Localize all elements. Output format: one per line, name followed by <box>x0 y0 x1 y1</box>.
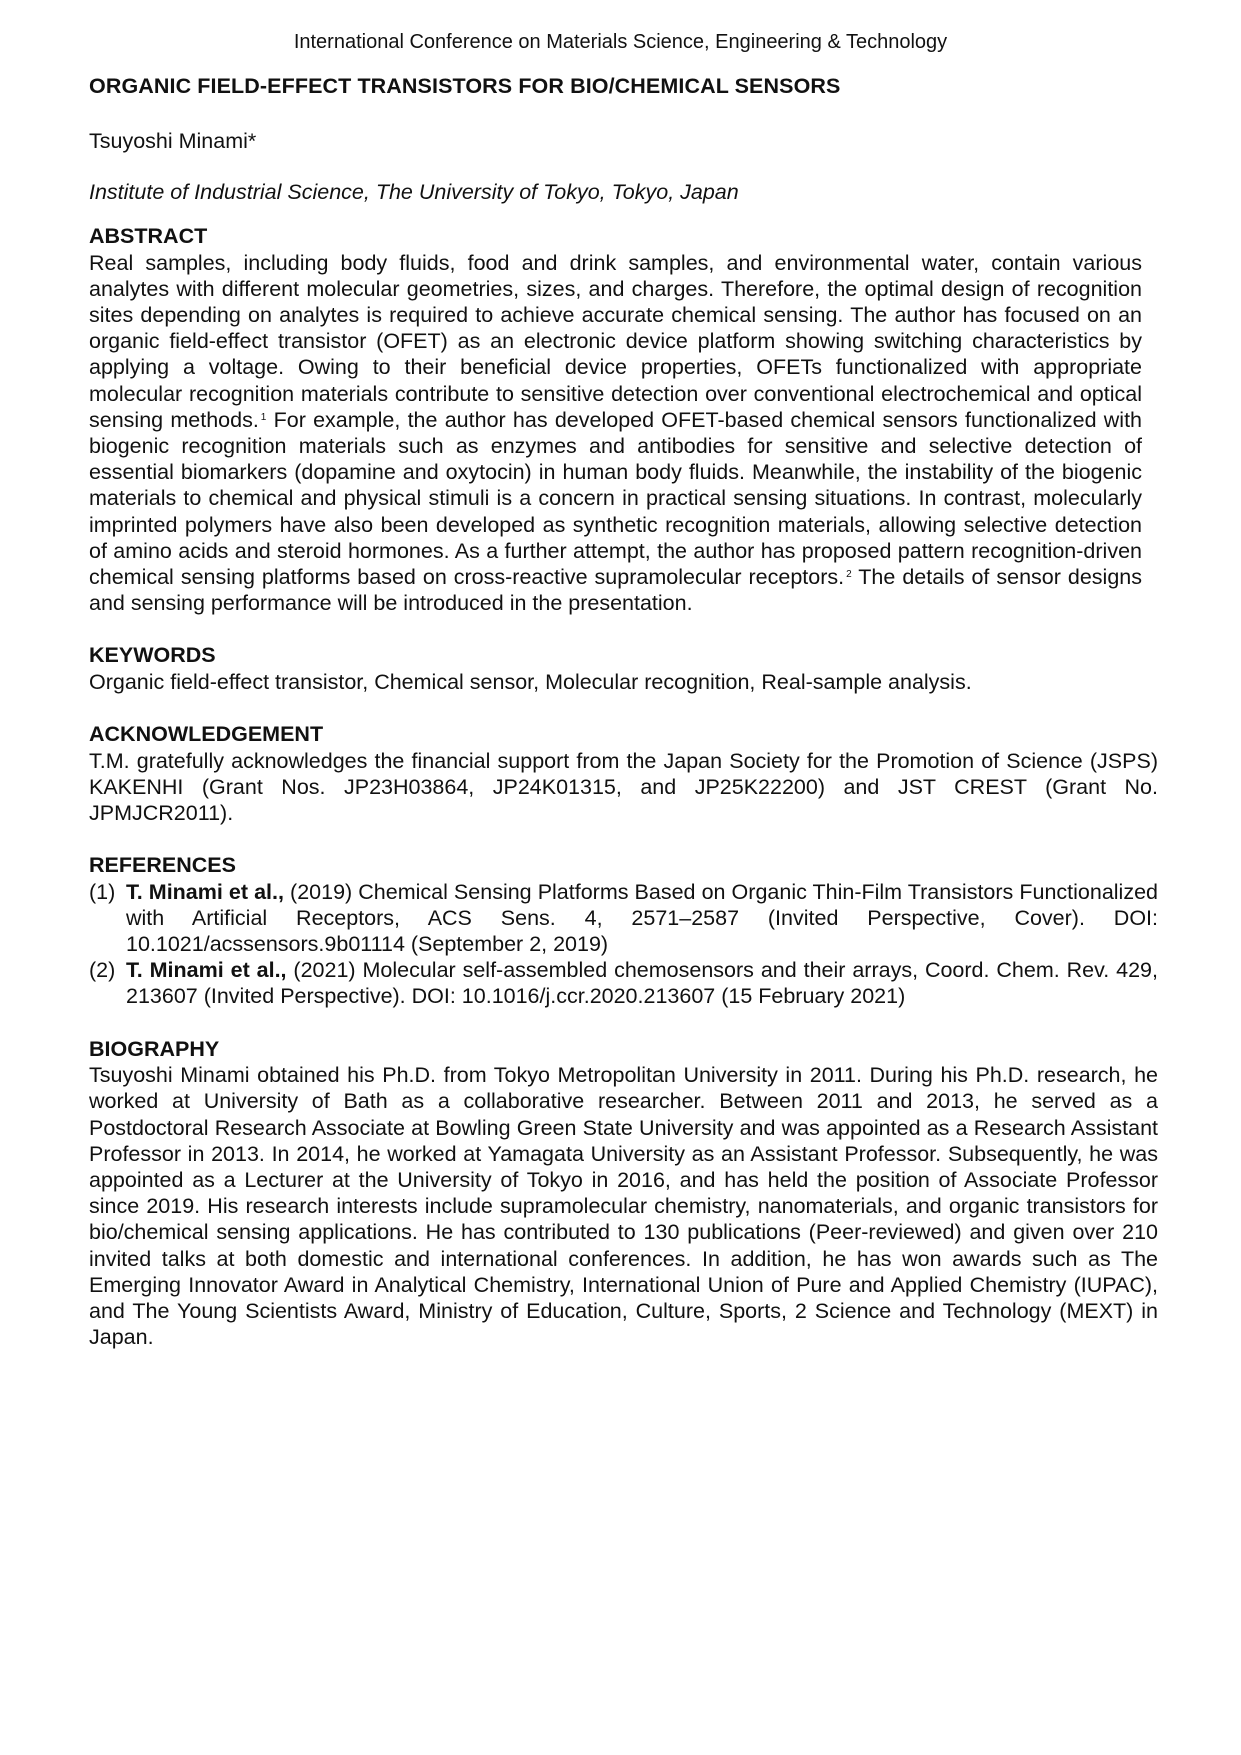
citation-marker-1: 1 <box>260 411 267 423</box>
reference-list <box>89 879 1158 1010</box>
keywords-heading: KEYWORDS <box>89 643 216 668</box>
biography-heading: BIOGRAPHY <box>89 1036 220 1061</box>
citation-marker-2: 2 <box>846 568 852 580</box>
reference-item <box>89 957 1158 1009</box>
author-affiliation: Institute of Industrial Science, The University of Tokyo, Tokyo, Japan <box>89 180 739 204</box>
author-name: Tsuyoshi Minami* <box>89 129 257 153</box>
acknowledgement-heading: ACKNOWLEDGEMENT <box>89 722 324 747</box>
paper-content <box>89 72 1158 1350</box>
reference-authors: T. Minami et al., <box>126 958 287 983</box>
reference-text: (2021) Molecular self-assembled chemosensors and their arrays, Coord. Chem. Rev. 429, 213607 (Invited Perspective). DOI: 10.1016/j.ccr.2020.213607 (15 February 2021) <box>126 958 1158 1009</box>
keywords-section <box>89 642 1158 695</box>
references-section <box>89 852 1158 1010</box>
biography-text: Tsuyoshi Minami obtained his Ph.D. from Tokyo Metropolitan University in 2011. During his Ph.D. research, he worked at University of Bath as a collaborative researcher. Between 2011 and 2013, he served as a Postdoctoral Research Associate at Bowling Green State University and was appointed as a Research Assistant Professor in 2013. In 2014, he worked at Yamagata University as an Assistant Professor. Subsequently, he was appointed as a Lecturer at the University of Tokyo in 2016, and has held the position of Associate Professor since 2019. His research interests include supramolecular chemistry, nanomaterials, and organic transistors for bio/chemical sensing applications. He has contributed to 130 publications (Peer-reviewed) and given over 210 invited talks at both domestic and international conferences. In addition, he has won awards such as The Emerging Innovator Award in Analytical Chemistry, International Union of Pure and Applied Chemistry (IUPAC), and The Young Scientists Award, Ministry of Education, Culture, Sports, 2 Science and Technology (MEXT) in Japan. <box>89 1063 1158 1350</box>
reference-number: (2) <box>89 958 116 983</box>
reference-authors: T. Minami et al., <box>126 879 284 904</box>
abstract-text-part2: For example, the author has developed OFET-based chemical sensors functionalized with biogenic recognition materials such as enzymes and antibodies for sensitive and selective detection of essential biomarkers (dopamine and oxytocin) in human body fluids. Meanwhile, the instability of the biogenic materials to chemical and physical stimuli is a concern in practical sensing situations. In contrast, molecularly imprinted polymers have also been developed as synthetic recognition materials, allowing selective detection of amino acids and steroid hormones. As a further attempt, the author has proposed pattern recognition-driven chemical sensing platforms based on cross-reactive supramolecular receptors. <box>89 407 1143 589</box>
biography-section <box>89 1036 1158 1351</box>
paper-title: ORGANIC FIELD-EFFECT TRANSISTORS FOR BIO/CHEMICAL SENSORS <box>89 74 841 98</box>
reference-number: (1) <box>89 879 116 904</box>
reference-text: (2019) Chemical Sensing Platforms Based on Organic Thin-Film Transistors Functionalized with Artificial Receptors, ACS Sens. 4, 2571–2587 (Invited Perspective, Cover). DOI: 10.1021/acssensors.9b01114 (September 2, 2019) <box>126 879 1158 957</box>
keywords-text: Organic field-effect transistor, Chemical sensor, Molecular recognition, Real-sample analysis. <box>89 669 972 694</box>
abstract-section <box>89 223 1142 616</box>
reference-item <box>89 879 1158 958</box>
abstract-text <box>89 250 1142 617</box>
acknowledgement-text: T.M. gratefully acknowledges the financial support from the Japan Society for the Promotion of Science (JSPS) KAKENHI (Grant Nos. JP23H03864, JP24K01315, and JP25K22200) and JST CREST (Grant No. JPMJCR2011). <box>89 748 1158 825</box>
running-header: International Conference on Materials Science, Engineering & Technology <box>293 31 948 53</box>
abstract-text-part3: The details of sensor designs and sensing performance will be introduced in the presentation. <box>89 564 1142 616</box>
acknowledgement-section <box>89 721 1158 826</box>
abstract-text-part1: Real samples, including body fluids, food and drink samples, and environmental water, contain various analytes with different molecular geometries, sizes, and charges. Therefore, the optimal design of recognition sites depending on analytes is required to achieve accurate chemical sensing. The author has focused on an organic field-effect transistor (OFET) as an electronic device platform showing switching characteristics by applying a voltage. Owing to their beneficial device properties, OFETs functionalized with appropriate molecular recognition materials contribute to sensitive detection over conventional electrochemical and optical sensing methods. <box>89 250 1142 432</box>
references-heading: REFERENCES <box>89 853 236 878</box>
abstract-heading: ABSTRACT <box>89 224 208 248</box>
